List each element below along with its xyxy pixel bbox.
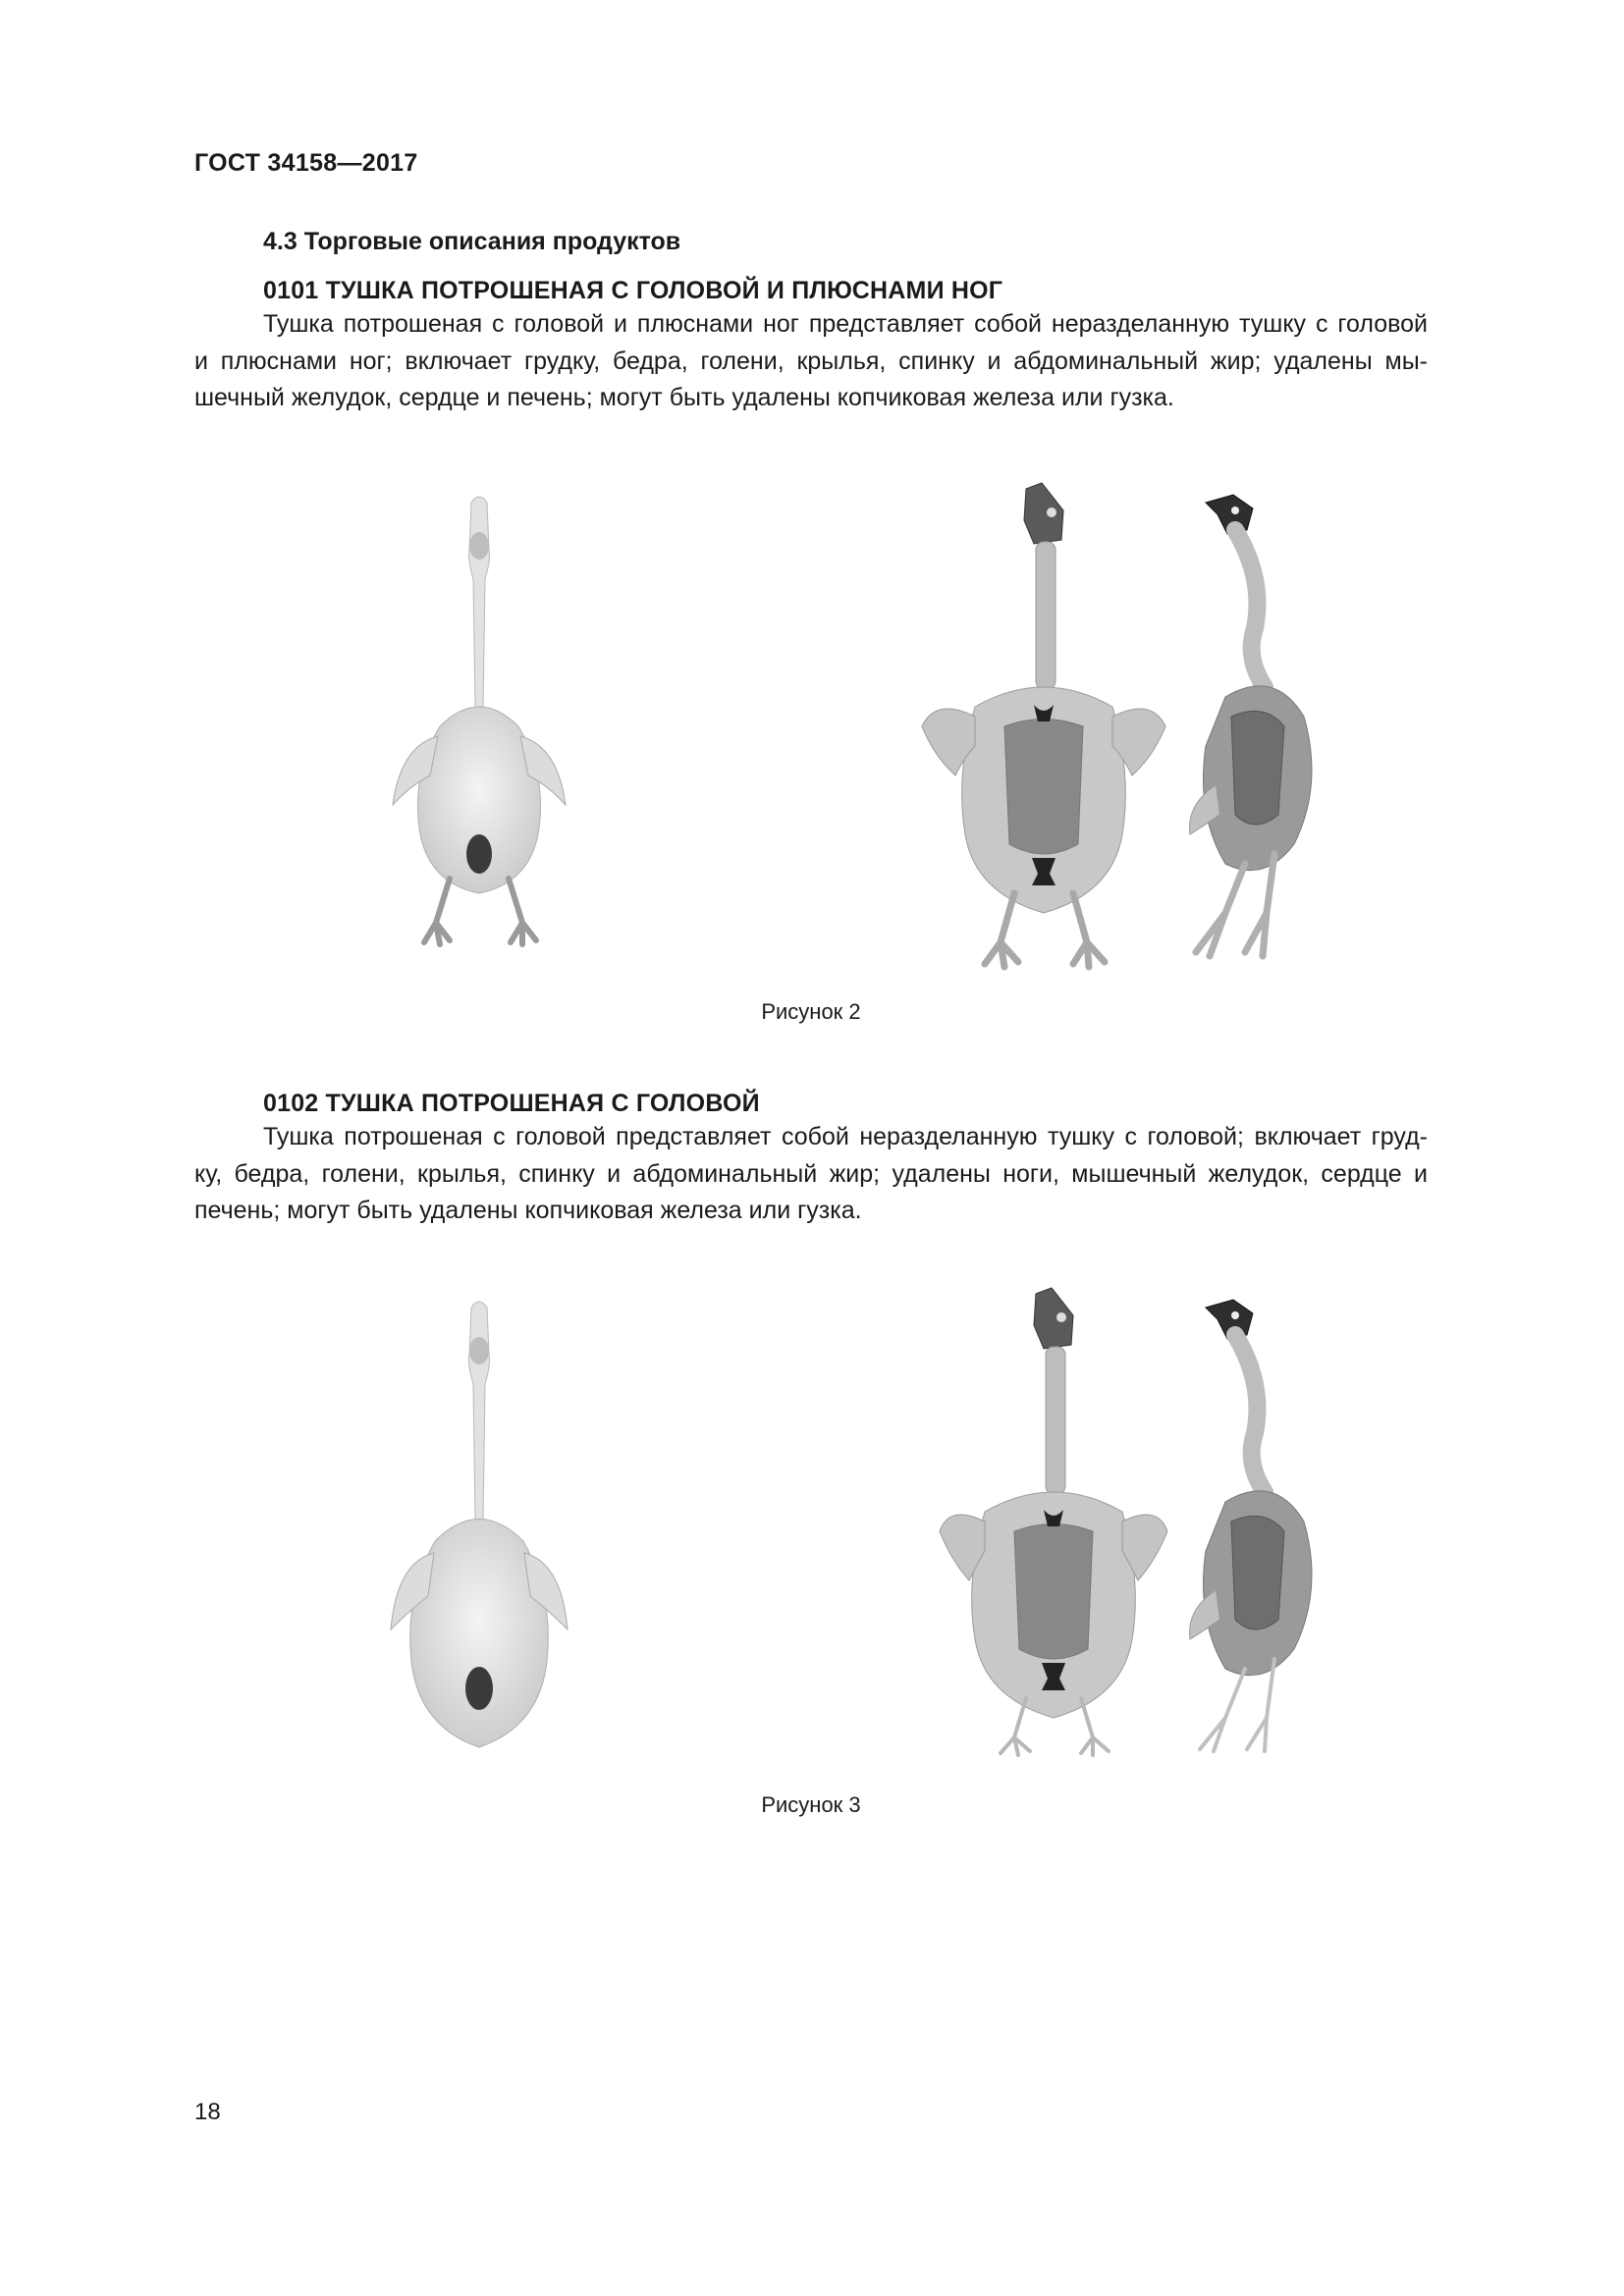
anatomy-diagram-side [1176, 491, 1324, 962]
item-title-0101: 0101 ТУШКА ПОТРОШЕНАЯ С ГОЛОВОЙ И ПЛЮСНАМИ НОГ [263, 277, 1003, 304]
section-title: 4.3 Торговые описания продуктов [263, 228, 681, 255]
description-line: печень; могут быть удалены копчиковая железа или гузка. [194, 1197, 862, 1224]
carcass-photo-without-feet [381, 1296, 577, 1757]
figure-caption: Рисунок 3 [761, 1792, 861, 1817]
item-description-0102 [194, 1119, 1428, 1230]
figure-2 [194, 481, 1428, 1031]
item-description-0101 [194, 306, 1428, 417]
anatomy-diagram-front [916, 481, 1171, 972]
figure-caption: Рисунок 2 [761, 999, 861, 1024]
description-line: ку, бедра, голени, крылья, спинку и абдоминальный жир; удалены ноги, мышечный желудок, сердце и [194, 1159, 1428, 1188]
description-line: и плюснами ног; включает грудку, бедра, голени, крылья, спинку и абдоминальный жир; удалены мы- [194, 347, 1428, 375]
figure-3 [194, 1286, 1428, 1826]
description-line: Тушка потрошеная с головой представляет собой неразделанную тушку с головой; включает груд- [263, 1123, 1428, 1150]
anatomy-diagram-side [1176, 1296, 1324, 1757]
description-line: Тушка потрошеная с головой и плюснами ног представляет собой неразделанную тушку с головой [263, 310, 1428, 338]
carcass-photo-with-feet [381, 491, 577, 952]
document-header: ГОСТ 34158—2017 [194, 149, 418, 177]
page-number: 18 [194, 2099, 221, 2125]
description-line: шечный желудок, сердце и печень; могут быть удалены копчиковая железа или гузка. [194, 384, 1174, 411]
anatomy-diagram-front [936, 1286, 1171, 1757]
item-title-0102: 0102 ТУШКА ПОТРОШЕНАЯ С ГОЛОВОЙ [263, 1090, 760, 1117]
